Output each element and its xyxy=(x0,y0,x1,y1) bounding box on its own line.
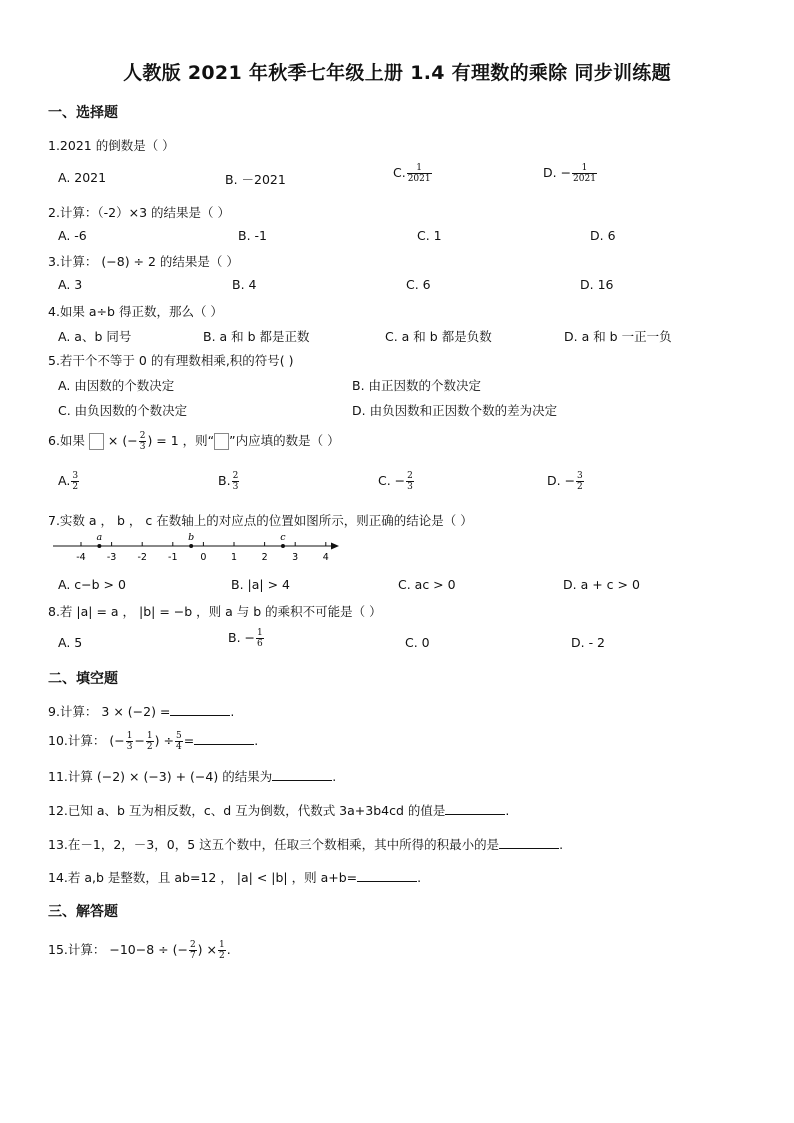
question-4-option-a: A. a、b 同号 xyxy=(58,329,132,344)
question-9: 9.计算： 3 × (−2) = . xyxy=(48,704,235,719)
number-line-point-label-c: c xyxy=(280,532,286,543)
answer-blank[interactable] xyxy=(272,768,332,781)
number-line-tick-label: 0 xyxy=(200,552,207,563)
question-8-stem: 8.若 |a| = a ， |b| = −b ，则 a 与 b 的乘积不可能是（ ） xyxy=(48,604,382,619)
question-4-option-c: C. a 和 b 都是负数 xyxy=(385,329,492,344)
question-6-option-b: B. $\frac{2}{3}$ xyxy=(218,471,239,492)
question-3-option-d: D. 16 xyxy=(580,277,614,292)
question-6-option-c: C. − $\frac{2}{3}$ xyxy=(378,471,413,492)
answer-blank[interactable] xyxy=(445,802,505,815)
number-line-tick-label: 2 xyxy=(261,552,268,563)
question-7-option-a: A. c−b > 0 xyxy=(58,577,126,592)
number-line-tick-label: 3 xyxy=(292,552,299,563)
question-4-option-d: D. a 和 b 一正一负 xyxy=(564,329,672,344)
question-13: 13.在－1，2，－3，0，5 这五个数中，任取三个数相乘，其中所得的积最小的是 . xyxy=(48,837,564,852)
question-8-option-a: A. 5 xyxy=(58,635,83,650)
number-line-point-b xyxy=(189,544,193,548)
question-12: 12.已知 a、b 互为相反数，c、d 互为倒数，代数式 3a+3b4cd 的值是 . xyxy=(48,803,510,818)
question-1-stem: 1.2021 的倒数是（ ） xyxy=(48,138,175,153)
number-line-tick-label: -3 xyxy=(106,552,117,563)
question-2-option-b: B. -1 xyxy=(238,228,267,243)
question-5-option-a: A. 由因数的个数决定 xyxy=(58,378,175,393)
question-6-option-a: A. $\frac{3}{2}$ xyxy=(58,471,79,492)
question-3-option-a: A. 3 xyxy=(58,277,83,292)
question-7-option-d: D. a + c > 0 xyxy=(563,577,640,592)
question-6-option-d: D. − $\frac{3}{2}$ xyxy=(547,471,583,492)
question-4-stem: 4.如果 a÷b 得正数，那么（ ） xyxy=(48,304,223,319)
question-8-option-c: C. 0 xyxy=(405,635,430,650)
question-2-option-c: C. 1 xyxy=(417,228,442,243)
answer-box-icon xyxy=(214,433,229,450)
question-3-stem: 3.计算： (−8) ÷ 2 的结果是（ ） xyxy=(48,254,239,269)
question-1-option-b: B. －2021 xyxy=(225,172,286,187)
number-line-tick-label: -2 xyxy=(137,552,147,563)
number-line-tick-label: -4 xyxy=(76,552,86,563)
number-line-arrow-icon xyxy=(331,543,339,550)
question-5-option-d: D. 由负因数和正因数个数的差为决定 xyxy=(352,403,558,418)
answer-box-icon xyxy=(89,433,104,450)
question-2-stem: 2.计算：（-2）×3 的结果是（ ） xyxy=(48,205,231,220)
question-4-option-b: B. a 和 b 都是正数 xyxy=(203,329,310,344)
answer-blank[interactable] xyxy=(194,732,254,745)
question-5-stem: 5.若干个不等于 0 的有理数相乘,积的符号( ) xyxy=(48,353,294,368)
number-line xyxy=(50,532,345,566)
number-line-tick-label: 4 xyxy=(322,552,329,563)
number-line-point-a xyxy=(97,544,101,548)
section-heading-choice: 一、选择题 xyxy=(48,105,118,121)
number-line-tick-label: 1 xyxy=(230,552,238,563)
answer-blank[interactable] xyxy=(170,703,230,716)
question-1-option-c: C. $\frac{1}{2021}$ xyxy=(393,163,431,184)
question-3-option-c: C. 6 xyxy=(406,277,431,292)
question-1-option-a: A. 2021 xyxy=(58,170,107,185)
question-11: 11.计算 (−2) × (−3) + (−4) 的结果为 . xyxy=(48,769,337,784)
question-2-option-d: D. 6 xyxy=(590,228,616,243)
question-14: 14.若 a,b 是整数，且 ab=12 ， |a| < |b| ，则 a+b= . xyxy=(48,870,422,885)
number-line-point-label-b: b xyxy=(188,532,195,543)
question-7-option-b: B. |a| > 4 xyxy=(231,577,290,592)
question-3-option-b: B. 4 xyxy=(232,277,257,292)
question-10: 10.计算： (− $\frac{1}{3}$ − $\frac{1}{2}$ ) ÷ $\frac{5}{4}$ = . xyxy=(48,731,259,752)
section-heading-solve: 三、解答题 xyxy=(48,904,118,920)
answer-blank[interactable] xyxy=(357,869,417,882)
number-line-tick-label: -1 xyxy=(168,552,178,563)
question-8-option-d: D. - 2 xyxy=(571,635,606,650)
question-1-option-d: D. − $\frac{1}{2021}$ xyxy=(543,163,596,184)
page-title: 人教版 2021 年秋季七年级上册 1.4 有理数的乘除 同步训练题 xyxy=(123,62,671,84)
section-heading-fill: 二、填空题 xyxy=(48,671,118,687)
question-5-option-b: B. 由正因数的个数决定 xyxy=(352,378,482,393)
question-7-option-c: C. ac > 0 xyxy=(398,577,456,592)
question-5-option-c: C. 由负因数的个数决定 xyxy=(58,403,188,418)
question-15: 15.计算： −10−8 ÷ (− $\frac{2}{7}$ ) × $\frac{1}{2}$ . xyxy=(48,940,231,961)
question-6-stem: 6.如果 × (− $\frac{2}{3}$ ) = 1 ，则“ ”内应填的数是（ ） xyxy=(48,431,340,452)
number-line-point-c xyxy=(281,544,285,548)
answer-blank[interactable] xyxy=(499,836,559,849)
number-line-point-label-a: a xyxy=(96,532,103,543)
question-7-stem: 7.实数 a ， b ， c 在数轴上的对应点的位置如图所示，则正确的结论是（ ） xyxy=(48,513,473,528)
question-8-option-b: B. − $\frac{1}{6}$ xyxy=(228,628,263,649)
question-2-option-a: A. -6 xyxy=(58,228,87,243)
